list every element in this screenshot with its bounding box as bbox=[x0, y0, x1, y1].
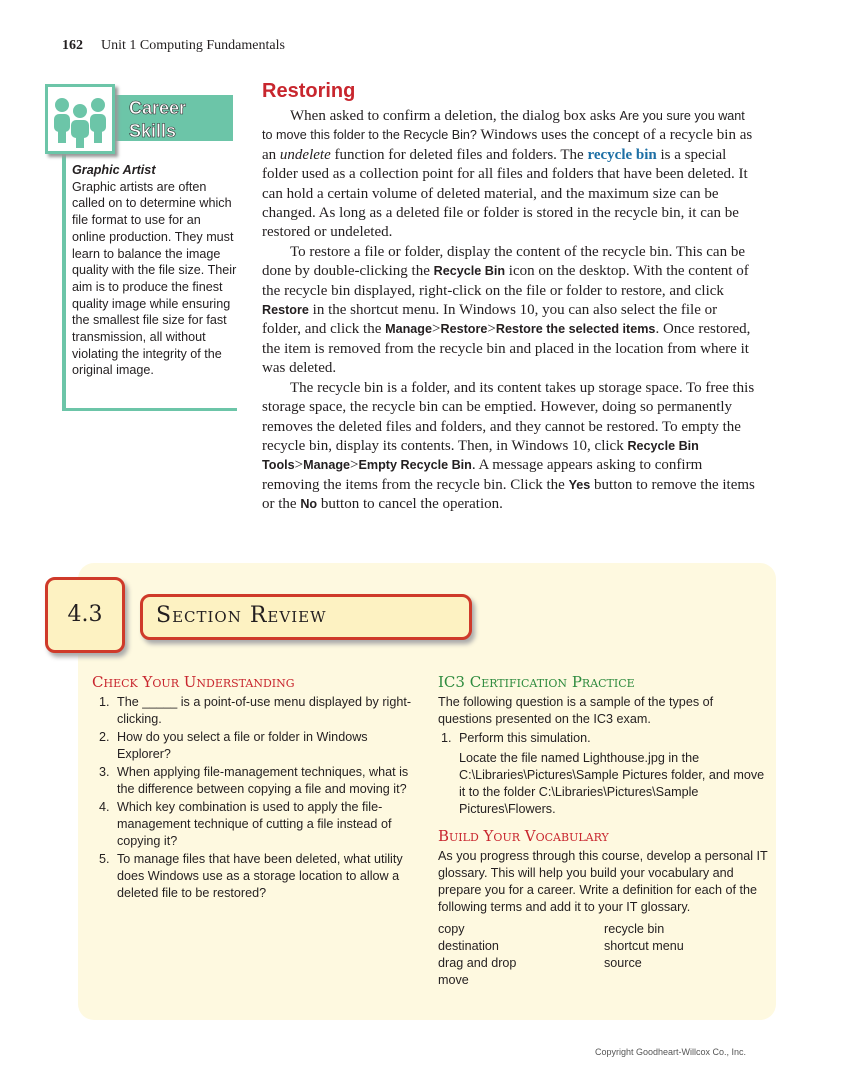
text-run: Manage bbox=[385, 322, 432, 337]
people-icon bbox=[45, 84, 115, 154]
vocab-term: move bbox=[438, 973, 469, 987]
ic3-intro: The following question is a sample of the types of questions presented on the IC3 exam. bbox=[438, 695, 714, 726]
text-run: function for deleted files and folders. The bbox=[330, 146, 588, 163]
text-run: . Once restored, the item is removed from the recycle bin and placed in the location from where it was deleted. bbox=[262, 321, 751, 377]
text-run: No bbox=[300, 497, 318, 512]
text-run: > bbox=[350, 457, 359, 474]
ic3-item: 1. Perform this simulation. Locate the file named Lighthouse.jpg in the C:\Libraries\Pictures\Sample Pictures folder, and move it to the folder C:\Libraries\Pictures\Sample Pictures\Flowers. bbox=[455, 730, 768, 818]
ic3-heading: IC3 Certification Practice bbox=[438, 673, 635, 691]
text-run: Yes bbox=[568, 477, 591, 492]
paragraph bbox=[262, 379, 758, 515]
text-run: Are you sure you want to move this folder to the Recycle Bin? bbox=[262, 109, 745, 143]
question-item: 5. To manage files that have been deleted, what utility does Windows use as a storage location to allow a deleted file to be restored? bbox=[113, 851, 422, 902]
vocab-terms bbox=[438, 921, 768, 989]
text-run: The recycle bin is a folder, and its content takes up storage space. To free this storage space, the recycle bin can be emptied. However, doing so permanently removes the deleted files and folders, and they cannot be restored. To empty the recycle bin, display its contents. Then, in Windows 10, click bbox=[262, 379, 755, 454]
text-run: Manage bbox=[303, 458, 351, 473]
text-run: Restore bbox=[440, 322, 488, 337]
question-item: 4. Which key combination is used to apply the file-management technique of cutting a file instead of copying it? bbox=[113, 799, 422, 850]
question-list bbox=[92, 694, 422, 902]
vocab-term: recycle bin bbox=[604, 922, 665, 936]
text-run: icon on the desktop. With the content of the recycle bin displayed, right-click on the file or folder to restore, and click bbox=[262, 263, 749, 299]
section-number: 4.3 bbox=[45, 577, 125, 653]
page-number: 162 bbox=[62, 38, 83, 53]
paragraph bbox=[262, 243, 758, 379]
text-run: undelete bbox=[279, 146, 331, 163]
copyright: Copyright Goodheart-Willcox Co., Inc. bbox=[595, 1047, 747, 1057]
ic3-list bbox=[438, 730, 768, 818]
vocab-term: source bbox=[604, 956, 642, 970]
section-review-title: Section Review bbox=[140, 594, 472, 640]
check-understanding bbox=[92, 674, 422, 903]
text-run: Recycle Bin Tools bbox=[262, 438, 699, 473]
question-item: 3. When applying file-management techniques, what is the difference between copying a file and moving it? bbox=[113, 764, 422, 798]
text-run: in the shortcut menu. In Windows 10, you can also select the file or folder, and click the bbox=[262, 302, 718, 338]
text-run: Empty Recycle Bin bbox=[358, 458, 472, 473]
question-item: 2. How do you select a file or folder in Windows Explorer? bbox=[113, 729, 422, 763]
vocab-term: copy bbox=[438, 922, 465, 936]
text-run: button to cancel the operation. bbox=[317, 496, 503, 513]
unit-title: Unit 1 Computing Fundamentals bbox=[101, 38, 285, 53]
text-run: is a special folder used as a collection point for all files and folders that have been deleted. It can hold a certain volume of deleted material, and the maximum size can be changed. As long as a deleted file or folder is stored in the recycle bin, it can be restored or undeleted. bbox=[262, 146, 748, 241]
main-text bbox=[262, 80, 758, 515]
text-run: . A message appears asking to confirm removing the items from the recycle bin. Click the bbox=[262, 457, 703, 493]
vocab-term bbox=[604, 972, 764, 989]
ic3-practice bbox=[438, 674, 768, 989]
text-run: When asked to confirm a deletion, the dialog box asks bbox=[290, 108, 620, 124]
text-run: > bbox=[432, 321, 441, 338]
check-heading: Check Your Understanding bbox=[92, 673, 295, 691]
career-heading: Graphic Artist bbox=[72, 163, 156, 177]
vocab-heading: Build Your Vocabulary bbox=[438, 827, 609, 845]
text-run: > bbox=[487, 321, 496, 338]
running-header bbox=[62, 38, 285, 54]
vocab-term: drag and drop bbox=[438, 956, 517, 970]
paragraph bbox=[262, 107, 758, 243]
text-run: Restore the selected items bbox=[495, 322, 656, 337]
key-term: recycle bin bbox=[587, 146, 657, 163]
career-skills-banner: Career Skills bbox=[115, 95, 233, 141]
text-run: Recycle Bin bbox=[433, 264, 506, 279]
text-run: To restore a file or folder, display the content of the recycle bin. This can be done by double-clicking the bbox=[262, 243, 745, 280]
text-run: Windows uses the concept of a recycle bin as an bbox=[262, 127, 753, 163]
question-item: 1. The _____ is a point-of-use menu displayed by right-clicking. bbox=[113, 694, 422, 728]
vocab-term: shortcut menu bbox=[604, 939, 684, 953]
vocab-intro: As you progress through this course, develop a personal IT glossary. This will help you build your vocabulary and prepare you for a career. Write a definition for each of the following terms and add it to your IT glossary. bbox=[438, 849, 768, 914]
career-skills-body bbox=[62, 154, 237, 411]
ic3-detail: Locate the file named Lighthouse.jpg in the C:\Libraries\Pictures\Sample Pictures folder, and move it to the folder C:\Libraries\Pictures\Sample Pictures\Flowers. bbox=[459, 751, 765, 816]
text-run: button to remove the items or the bbox=[262, 476, 755, 513]
section-heading: Restoring bbox=[262, 80, 356, 102]
career-text: Graphic artists are often called on to determine which file format to use for an online production. They must learn to balance the image quality with the file size. Their aim is to produce the finest quality image while ensuring the smallest file size for fast transmission, all without violating the integrity of the original image. bbox=[72, 179, 237, 378]
text-run: Restore bbox=[262, 303, 309, 318]
vocab-term: destination bbox=[438, 939, 499, 953]
text-run: > bbox=[294, 457, 304, 474]
